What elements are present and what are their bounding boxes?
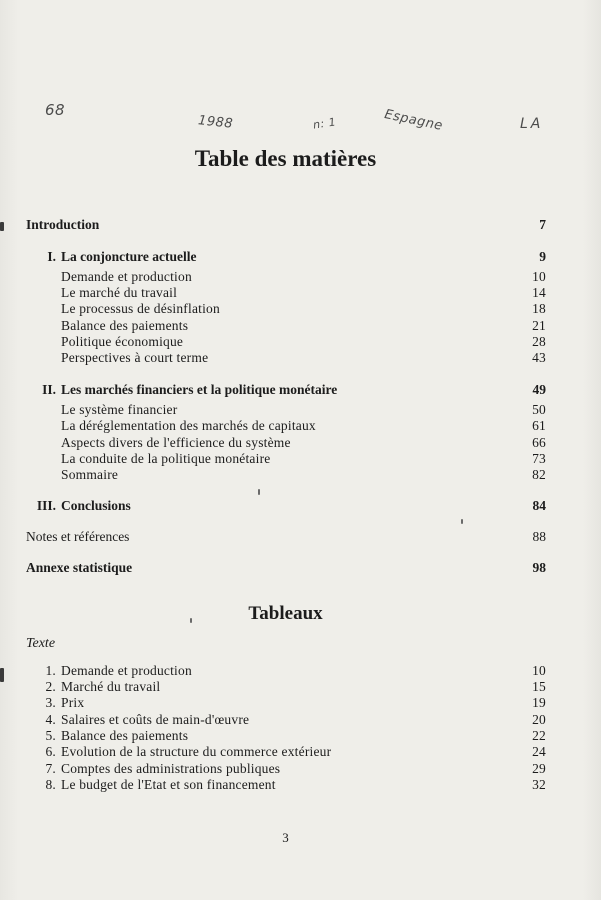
toc-label: Le marché du travail — [61, 285, 178, 300]
table-number: 7. — [45, 761, 56, 776]
toc-row-introduction — [26, 216, 546, 233]
toc-label: Annexe statistique — [26, 560, 133, 575]
toc-label: Conclusions — [61, 498, 131, 513]
handwritten-country: Espagne — [383, 107, 445, 134]
table-page: 15 — [532, 679, 546, 694]
toc-row-notes — [26, 528, 546, 545]
scan-speck — [190, 618, 192, 623]
table-number: 2. — [45, 679, 56, 694]
table-label: Demande et production — [61, 663, 192, 678]
table-label: Salaires et coûts de main-d'œuvre — [61, 712, 250, 727]
toc-page: 49 — [532, 382, 546, 397]
handwritten-page-ref: 68 — [45, 101, 66, 119]
page-number: 3 — [282, 830, 289, 845]
toc-row — [26, 284, 546, 301]
handwritten-issue: n: 1 — [312, 115, 337, 132]
table-label: Comptes des administrations publiques — [61, 761, 281, 776]
page-title: Table des matières — [194, 146, 377, 171]
tables-section-label: Texte — [26, 636, 56, 651]
table-page: 10 — [532, 663, 546, 678]
table-page: 32 — [532, 777, 546, 792]
table-page: 29 — [532, 761, 546, 776]
toc-label: Sommaire — [61, 467, 119, 482]
table-page: 20 — [532, 712, 546, 727]
toc-page: 82 — [532, 467, 546, 482]
scan-speck — [0, 222, 4, 231]
toc-row — [26, 349, 546, 366]
handwritten-year: 1988 — [197, 113, 234, 132]
toc-label: Les marchés financiers et la politique monétaire — [61, 382, 338, 397]
scan-speck — [258, 489, 260, 495]
toc-row-chapter-1 — [26, 248, 546, 265]
toc-page: 21 — [532, 318, 546, 333]
toc-label: Introduction — [26, 217, 100, 232]
table-page: 24 — [532, 744, 546, 759]
table-number: 5. — [45, 728, 56, 743]
table-label: Evolution de la structure du commerce extérieur — [61, 744, 332, 759]
toc-page: 18 — [532, 301, 546, 316]
table-list-row — [26, 662, 546, 679]
toc-label: La conduite de la politique monétaire — [61, 451, 271, 466]
toc-label: Balance des paiements — [61, 318, 189, 333]
table-list-row — [26, 727, 546, 744]
toc-label: Perspectives à court terme — [61, 350, 209, 365]
toc-page: 61 — [532, 418, 546, 433]
table-list-row — [26, 711, 546, 728]
toc-number: I. — [47, 249, 56, 264]
toc-label: Aspects divers de l'efficience du système — [61, 435, 291, 450]
toc-page: 50 — [532, 402, 546, 417]
toc-number: III. — [36, 498, 56, 513]
toc-row — [26, 300, 546, 317]
scan-speck — [0, 668, 4, 682]
toc-row — [26, 333, 546, 350]
toc-row-annexe — [26, 559, 546, 576]
table-label: Marché du travail — [61, 679, 161, 694]
toc-row-chapter-3 — [26, 497, 546, 514]
toc-page: 66 — [532, 435, 546, 450]
scan-speck — [461, 519, 463, 524]
toc-label: Le système financier — [61, 402, 178, 417]
table-number: 6. — [45, 744, 56, 759]
table-label: Balance des paiements — [61, 728, 189, 743]
toc-label: Demande et production — [61, 269, 192, 284]
toc-row-chapter-2 — [26, 381, 546, 398]
toc-row — [26, 401, 546, 418]
table-label: Prix — [61, 695, 85, 710]
toc-label: La déréglementation des marchés de capitaux — [61, 418, 316, 433]
table-list-row — [26, 678, 546, 695]
toc-page: 73 — [532, 451, 546, 466]
toc-page: 88 — [532, 529, 546, 544]
toc-page: 10 — [532, 269, 546, 284]
table-list-row — [26, 694, 546, 711]
toc-label: La conjoncture actuelle — [61, 249, 197, 264]
toc-label: Politique économique — [61, 334, 184, 349]
toc-row — [26, 466, 546, 483]
toc-page: 14 — [532, 285, 546, 300]
toc-row — [26, 268, 546, 285]
table-label: Le budget de l'Etat et son financement — [61, 777, 276, 792]
table-page: 22 — [532, 728, 546, 743]
toc-page: 28 — [532, 334, 546, 349]
toc-page: 9 — [539, 249, 546, 264]
toc-label: Le processus de désinflation — [61, 301, 220, 316]
table-list-row — [26, 776, 546, 793]
table-number: 8. — [45, 777, 56, 792]
toc-row — [26, 450, 546, 467]
toc-row — [26, 317, 546, 334]
toc-page: 84 — [532, 498, 546, 513]
table-list-row — [26, 743, 546, 760]
toc-number: II. — [42, 382, 56, 397]
toc-page: 98 — [532, 560, 546, 575]
tables-title: Tableaux — [248, 603, 323, 624]
toc-page: 7 — [539, 217, 546, 232]
table-number: 4. — [45, 712, 56, 727]
toc-page: 43 — [532, 350, 546, 365]
toc-row — [26, 434, 546, 451]
table-number: 3. — [45, 695, 56, 710]
toc-label: Notes et références — [26, 529, 130, 544]
toc-row — [26, 417, 546, 434]
table-page: 19 — [532, 695, 546, 710]
table-number: 1. — [45, 663, 56, 678]
table-list-row — [26, 760, 546, 777]
handwritten-code: LA — [520, 116, 544, 132]
